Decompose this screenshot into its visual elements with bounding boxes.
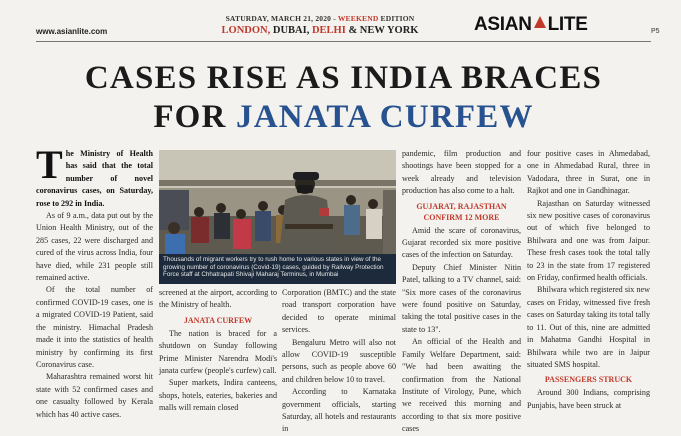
article-column-1: [36, 142, 153, 421]
subhead-line-1: GUJARAT, RAJASTHAN: [416, 201, 507, 211]
city-dubai: DUBAI,: [272, 25, 312, 36]
headline-for: FOR: [153, 99, 237, 135]
page-number: P5: [651, 28, 660, 35]
paragraph: Around 300 Indians, comprising Punjabis, have been struck at: [527, 388, 650, 410]
weekend-label: WEEKEND: [337, 14, 379, 23]
drop-cap: T: [36, 142, 63, 187]
logo-triangle-icon: [534, 16, 546, 28]
news-photo: [159, 150, 396, 254]
article-column-5: [527, 148, 650, 412]
logo-word-asian: ASIAN: [474, 14, 532, 35]
asian-lite-logo: [474, 14, 588, 36]
photo-caption: Thousands of migrant workers try to rush home to various states in view of the growing number of coronavirus (Covid-19) cases, guided by Railway Protection Force staff at Chhatrapati Shivaji Maharaj Terminus, in Mumbai: [159, 254, 396, 284]
subhead-janata-curfew: JANATA CURFEW: [183, 315, 253, 325]
article-column-4: [402, 148, 521, 436]
site-url: www.asianlite.com: [36, 27, 108, 36]
paragraph: Bengaluru Metro will also not allow COVID-19 susceptible persons, such as people above 60 and children below 10 to travel.: [282, 337, 396, 384]
masthead-rule: [36, 41, 651, 42]
paragraph: Amid the scare of coronavirus, Gujarat recorded six more positive cases of the infection on Saturday.: [402, 225, 521, 260]
paragraph: An official of the Health and Family Welfare Department, said: "We had been awaiting the confirmation from the National Institute of Virology, Pune, which we received this morning and according to that six more positive cases: [402, 337, 521, 434]
article-column-2: [159, 287, 277, 415]
edition-date: [190, 14, 450, 23]
paragraph: The nation is braced for a shutdown on Sunday following Prime Minister Narendra Modi's janata curfew (people's curfew) call.: [159, 328, 277, 376]
headline-line-2: [36, 99, 651, 136]
paragraph: As of 9 a.m., data put out by the Union Health Ministry, out of the 285 cases, 22 were discharged and cured of the virus across India, four have died, while 231 people still remained active.: [36, 211, 153, 283]
edition-block: [190, 14, 450, 36]
paragraph: Maharashtra remained worst hit state with 52 confirmed cases and one casualty followed by Kerala which has 40 active cases.: [36, 372, 153, 419]
paragraph: Super markets, Indira canteens, shops, hotels, eateries, bakeries and malls will remain closed: [159, 378, 277, 413]
date-text: SATURDAY, MARCH 21, 2020 -: [225, 14, 338, 23]
paragraph: Of the total number of confirmed COVID-19 cases, one is a migrated COVID-19 Patient, said the ministry. Himachal Pradesh made it into the statistics of health ministry by confirming its first Coronavirus case.: [36, 285, 153, 369]
lead-paragraph: [36, 142, 153, 210]
paragraph: pandemic, film production and shootings have been stopped for a week already and television production has also come to a halt.: [402, 149, 521, 196]
paragraph: Deputy Chief Minister Nitin Patel, talking to a TV channel, said: "Six more cases of the coronavirus were found positive on Saturday, taking the total positive cases in the state to 13".: [402, 262, 521, 334]
paragraph: four positive cases in Ahmedabad, one in Ahmedabad Rural, three in Vadodara, three in Surat, one in Rajkot and one in Gandhinagar.: [527, 149, 650, 196]
paragraph: Rajasthan on Saturday witnessed six new positive cases of coronavirus out of which five belonged to Bhilwara and one was from Jaipur. These fresh cases took the total tally to 23 in the state from 17 registered on Friday, confirmed health officials.: [527, 198, 650, 283]
edition-label: EDITION: [378, 14, 415, 23]
article-column-3: [282, 287, 396, 436]
paragraph: screened at the airport, according to the Ministry of health.: [159, 288, 277, 310]
city-delhi: DELHI: [311, 25, 346, 36]
paragraph: Bhilwara which registered six new cases on Friday, witnessed five fresh cases on Saturday taking its total tally to 11. Out of this, nine are admitted in Mahatma Gandhi Hospital in Bhilwara while two are in Jaipur situated SMS hospital.: [527, 285, 650, 369]
logo-word-lite: LITE: [547, 14, 588, 35]
paragraph: Corporation (BMTC) and the state road transport corporation have decided to operate minimal services.: [282, 288, 396, 335]
station-crowd-image: [159, 150, 396, 254]
lead-text: he Ministry of Health has said that the total number of novel coronavirus cases, on Saturday, rose to 292 in India.: [36, 149, 153, 208]
city-new-york: & NEW YORK: [345, 25, 419, 36]
city-london: LONDON,: [221, 25, 273, 36]
headline-line-1: CASES RISE AS INDIA BRACES: [84, 60, 603, 96]
subhead-passengers-struck: PASSENGERS STRUCK: [544, 375, 633, 385]
paragraph: According to Karnataka government officials, starting Saturday, all hotels and restaurants in: [282, 387, 396, 434]
subhead-line-2: CONFIRM 12 MORE: [423, 212, 500, 222]
subhead-gujarat-rajasthan: [402, 201, 521, 223]
headline-janata-curfew: JANATA CURFEW: [236, 99, 534, 135]
edition-cities: [190, 25, 450, 36]
